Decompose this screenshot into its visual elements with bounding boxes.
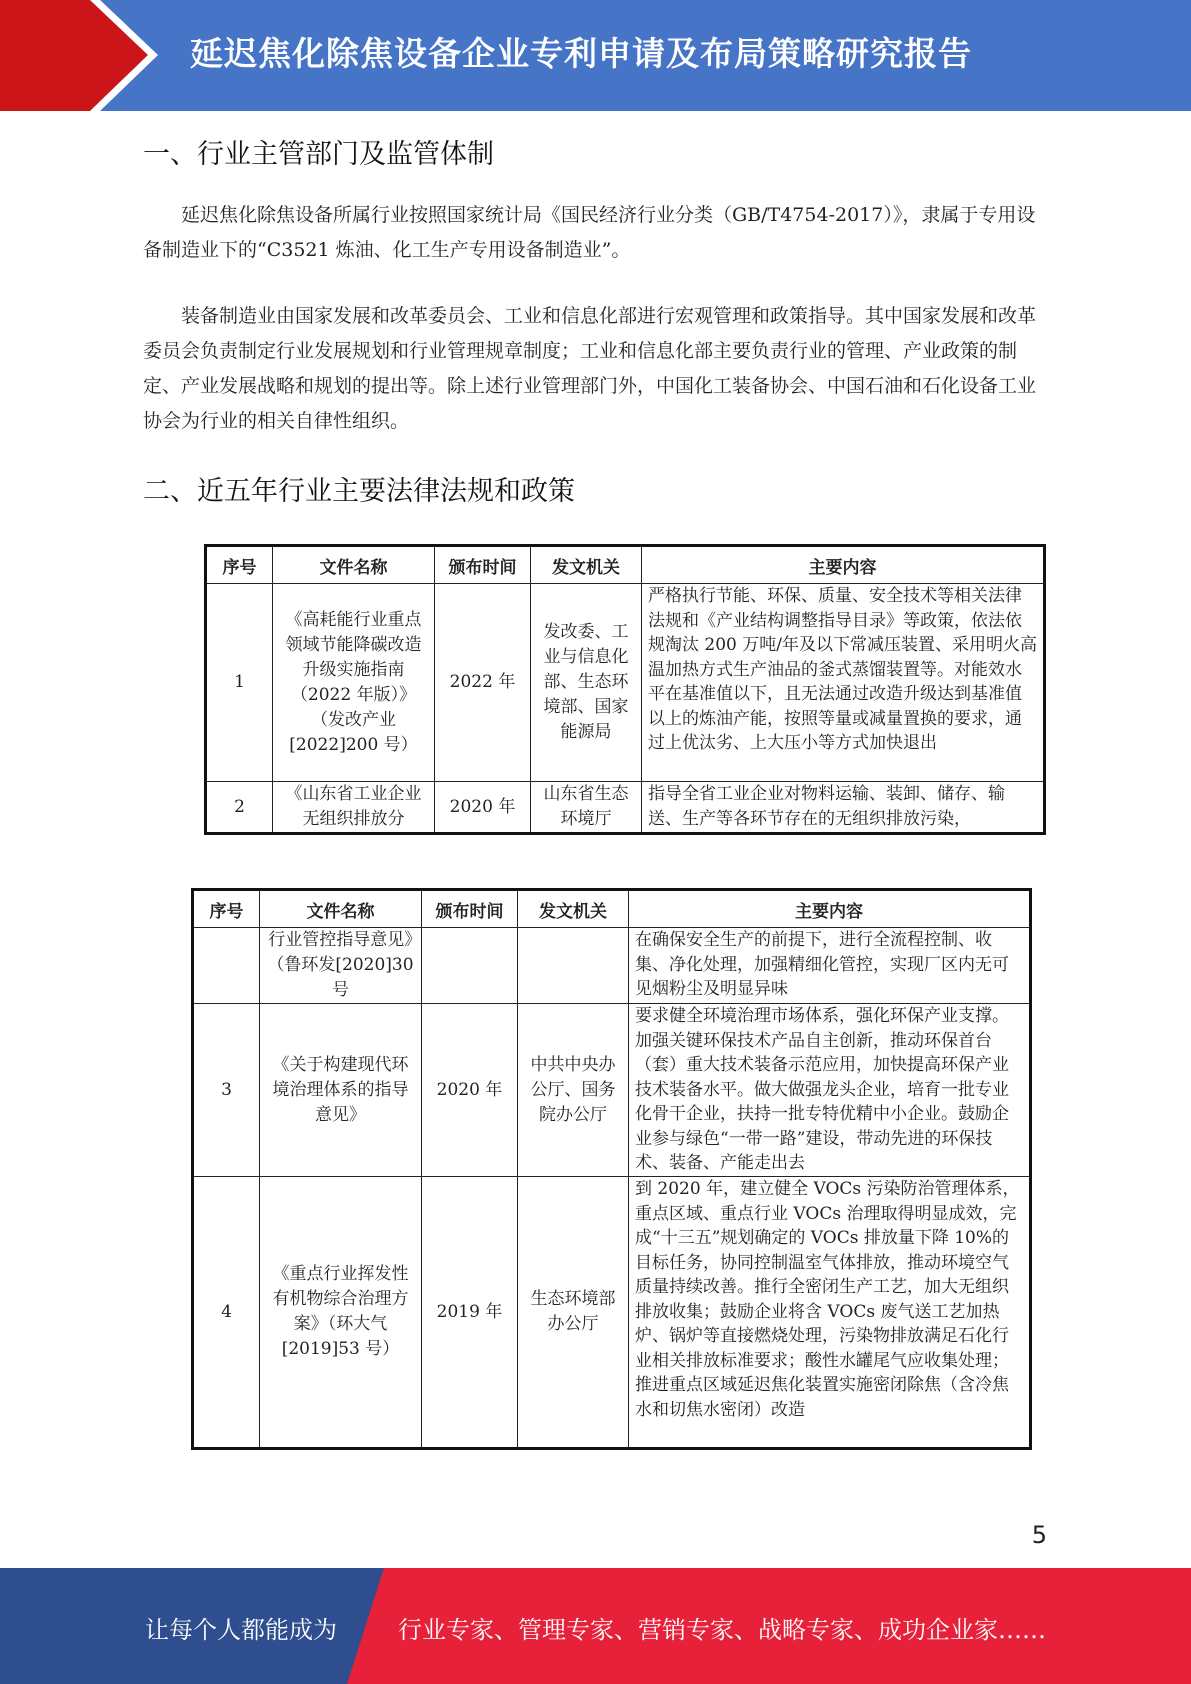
row-no: 1: [206, 584, 273, 782]
row-issuer: 生态环境部办公厅: [518, 1177, 629, 1449]
page-number: 5: [1031, 1521, 1047, 1549]
row-no: 4: [193, 1177, 260, 1449]
table-row: [206, 782, 1045, 834]
page-header: [0, 0, 1191, 111]
table-row: [193, 928, 1031, 1004]
row-content: 指导全省工业企业对物料运输、装卸、储存、输送、生产等各环节存在的无组织排放污染，: [642, 782, 1045, 834]
row-name: 《山东省工业企业无组织排放分: [273, 782, 435, 834]
page-footer: [0, 1568, 1191, 1684]
section-heading-regulation: 一、行业主管部门及监管体制: [143, 139, 494, 170]
policy-table-part1: [204, 544, 1046, 835]
row-date: [422, 928, 518, 1004]
table-row: [193, 1004, 1031, 1177]
row-content: 到 2020 年，建立健全 VOCs 污染防治管理体系，重点区域、重点行业 VOCs 治理取得明显成效，完成“十三五”规划确定的 VOCs 排放量下降 10%的目标任务，协同控制温室气体排放，推动环境空气质量持续改善。推行全密闭生产工艺，加大无组织排放收集；鼓励企业将含 VOCs 废气送工艺加热炉、锅炉等直接燃烧处理，污染物排放满足石化行业相关排放标准要求；酸性水罐尾气应收集处理；推进重点区域延迟焦化装置实施密闭除焦（含冷焦水和切焦水密闭）改造: [629, 1177, 1031, 1449]
header-name: 文件名称: [273, 546, 435, 584]
row-issuer: 发改委、工业与信息化部、生态环境部、国家能源局: [531, 584, 642, 782]
row-issuer: 山东省生态环境厅: [531, 782, 642, 834]
section-heading-policies: 二、近五年行业主要法律法规和政策: [143, 476, 575, 507]
row-no: [193, 928, 260, 1004]
paragraph-regulatory-bodies: 装备制造业由国家发展和改革委员会、工业和信息化部进行宏观管理和政策指导。其中国家发展和改革委员会负责制定行业发展规划和行业管理规章制度；工业和信息化部主要负责行业的管理、产业政策的制定、产业发展战略和规划的提出等。除上述行业管理部门外，中国化工装备协会、中国石油和石化设备工业协会为行业的相关自律性组织。: [143, 305, 1037, 432]
header-issuer: 发文机关: [518, 890, 629, 928]
row-content: 要求健全环境治理市场体系，强化环保产业支撑。加强关键环保技术产品自主创新，推动环保首台（套）重大技术装备示范应用，加快提高环保产业技术装备水平。做大做强龙头企业，培育一批专业化骨干企业，扶持一批专特优精中小企业。鼓励企业参与绿色“一带一路”建设，带动先进的环保技术、装备、产能走出去: [629, 1004, 1031, 1177]
row-name: 《重点行业挥发性有机物综合治理方案》（环大气[2019]53 号）: [260, 1177, 422, 1449]
row-no: 2: [206, 782, 273, 834]
header-issuer: 发文机关: [531, 546, 642, 584]
row-date: 2022 年: [435, 584, 531, 782]
row-date: 2020 年: [435, 782, 531, 834]
row-name: 行业管控指导意见》（鲁环发[2020]30 号: [260, 928, 422, 1004]
table-header-row: [193, 890, 1031, 928]
header-content: 主要内容: [629, 890, 1031, 928]
row-date: 2019 年: [422, 1177, 518, 1449]
table-row: [193, 1177, 1031, 1449]
row-no: 3: [193, 1004, 260, 1177]
row-issuer: 中共中央办公厅、国务院办公厅: [518, 1004, 629, 1177]
row-content: 在确保安全生产的前提下，进行全流程控制、收集、净化处理，加强精细化管控，实现厂区内无可见烟粉尘及明显异味: [629, 928, 1031, 1004]
header-date: 颁布时间: [435, 546, 531, 584]
header-name: 文件名称: [260, 890, 422, 928]
footer-slogan-right: 行业专家、管理专家、营销专家、战略专家、成功企业家……: [398, 1616, 1046, 1644]
footer-slogan-left: 让每个人都能成为: [145, 1616, 337, 1644]
report-title: 延迟焦化除焦设备企业专利申请及布局策略研究报告: [190, 34, 972, 73]
row-content: 严格执行节能、环保、质量、安全技术等相关法律法规和《产业结构调整指导目录》等政策，依法依规淘汰 200 万吨/年及以下常减压装置、采用明火高温加热方式生产油品的釜式蒸馏装置等。对能效水平在基准值以下，且无法通过改造升级达到基准值以上的炼油产能，按照等量或减量置换的要求，通过上优汰劣、上大压小等方式加快退出: [642, 584, 1045, 782]
row-issuer: [518, 928, 629, 1004]
header-date: 颁布时间: [422, 890, 518, 928]
header-no: 序号: [206, 546, 273, 584]
row-name: 《关于构建现代环境治理体系的指导意见》: [260, 1004, 422, 1177]
header-content: 主要内容: [642, 546, 1045, 584]
policy-table-part2: [191, 888, 1032, 1450]
row-name: 《高耗能行业重点领域节能降碳改造升级实施指南（2022 年版）》（发改产业[2022]200 号）: [273, 584, 435, 782]
header-no: 序号: [193, 890, 260, 928]
paragraph-industry-classification: 延迟焦化除焦设备所属行业按照国家统计局《国民经济行业分类（GB/T4754-2017）》，隶属于专用设备制造业下的“C3521 炼油、化工生产专用设备制造业”。: [143, 204, 1036, 261]
table-header-row: [206, 546, 1045, 584]
row-date: 2020 年: [422, 1004, 518, 1177]
table-row: [206, 584, 1045, 782]
